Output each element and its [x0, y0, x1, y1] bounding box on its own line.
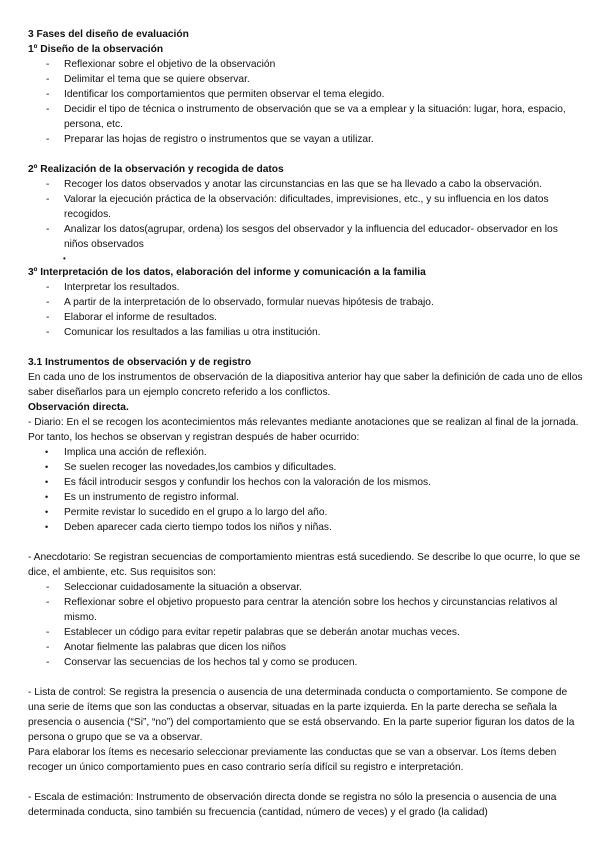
list-item: - A partir de la interpretación de lo observado, formular nuevas hipótesis de trabajo.	[64, 295, 584, 310]
list-item: - Recoger los datos observados y anotar las circunstancias en las que se ha llevado a cabo la observación.	[64, 177, 584, 192]
list-item: - Seleccionar cuidadosamente la situación a observar.	[64, 580, 584, 595]
section-3-list	[28, 280, 584, 340]
list-item: - Elaborar el informe de resultados.	[64, 310, 584, 325]
list-item: - Comunicar los resultados a las familias u otra institución.	[64, 325, 584, 340]
diario-list	[28, 445, 584, 535]
section-1-list	[28, 57, 584, 147]
list-item: - Decidir el tipo de técnica o instrumento de observación que se va a emplear y la situación: lugar, hora, espacio, persona, etc.	[64, 102, 584, 132]
main-heading: 3 Fases del diseño de evaluación	[28, 29, 189, 40]
anecdotario-paragraph: - Anecdotario: Se registran secuencias de comportamiento mientras está sucediendo. Se describe lo que ocurre, lo que se dice, el ambiente, etc. Sus requisitos son:	[28, 552, 581, 578]
list-item: - Reflexionar sobre el objetivo propuesto para centrar la atención sobre los hechos y circunstancias relativos al mismo.	[64, 595, 584, 625]
section-3-1-intro: En cada uno de los instrumentos de observación de la diapositiva anterior hay que saber la definición de cada uno de ellos saber diseñarlos para un ejemplo concreto referido a los conflictos.	[28, 372, 583, 398]
observacion-directa-title: Observación directa.	[28, 402, 129, 413]
section-3-title: 3º Interpretación de los datos, elaboración del informe y comunicación a la familia	[28, 267, 426, 278]
list-item: • Implica una acción de reflexión.	[64, 445, 584, 460]
list-item: • Se suelen recoger las novedades,los cambios y dificultades.	[64, 460, 584, 475]
diario-paragraph: - Diario: En el se recogen los acontecimientos más relevantes mediante anotaciones que se realizan al final de la jornada. Por tanto, los hechos se observan y registran después de haber ocurrido:	[28, 417, 579, 443]
list-item: • Deben aparecer cada cierto tiempo todos los niños y niñas.	[64, 520, 584, 535]
lista-control-paragraph: - Lista de control: Se registra la presencia o ausencia de una determinada conducta o comportamiento. Se compone de una serie de ítems que son las conductas a observar, situadas en la parte izquierda. En la parte derecha se señala la presencia o ausencia (“Si”, “no”) del comportamiento que se está observando. En la parte superior figuran los datos de la persona o grupo que se va a observar.	[28, 687, 575, 743]
anecdotario-list	[28, 580, 584, 670]
list-item: - Anotar fielmente las palabras que dicen los niños	[64, 640, 584, 655]
list-item: - Establecer un código para evitar repetir palabras que se deberán anotar muchas veces.	[64, 625, 584, 640]
empty-bullet: •	[63, 254, 66, 263]
list-item: - Reflexionar sobre el objetivo de la observación	[64, 57, 584, 72]
section-2-title: 2º Realización de la observación y recogida de datos	[28, 164, 284, 175]
list-item: • Es un instrumento de registro informal.	[64, 490, 584, 505]
list-item: - Valorar la ejecución práctica de la observación: dificultades, imprevisiones, etc., y su influencia en los datos recogidos.	[64, 192, 584, 222]
list-item: • Es fácil introducir sesgos y confundir los hechos con la valoración de los mismos.	[64, 475, 584, 490]
list-item: - Delimitar el tema que se quiere observar.	[64, 72, 584, 87]
lista-control-paragraph-2: Para elaborar los ítems es necesario seleccionar previamente las conductas que se van a observar. Los ítems deben recoger un único comportamiento pues en caso contrario sería difícil su registro e interpretación.	[28, 747, 557, 773]
section-3-1-title: 3.1 Instrumentos de observación y de registro	[28, 357, 252, 368]
list-item: - Preparar las hojas de registro o instrumentos que se vayan a utilizar.	[64, 132, 584, 147]
list-item: - Interpretar los resultados.	[64, 280, 584, 295]
section-2-list	[28, 177, 584, 252]
section-1-title: 1º Diseño de la observación	[28, 44, 164, 55]
list-item: • Permite revistar lo sucedido en el grupo a lo largo del año.	[64, 505, 584, 520]
list-item: - Analizar los datos(agrupar, ordena) los sesgos del observador y la influencia del educador- observador en los niños observados	[64, 222, 584, 252]
list-item: - Identificar los comportamientos que permiten observar el tema elegido.	[64, 87, 584, 102]
list-item: - Conservar las secuencias de los hechos tal y como se producen.	[64, 655, 584, 670]
escala-estimacion-paragraph: - Escala de estimación: Instrumento de observación directa donde se registra no sólo la presencia o ausencia de una determinada conducta, sino también su frecuencia (cantidad, número de veces) y el grado (la calidad)	[28, 792, 557, 818]
